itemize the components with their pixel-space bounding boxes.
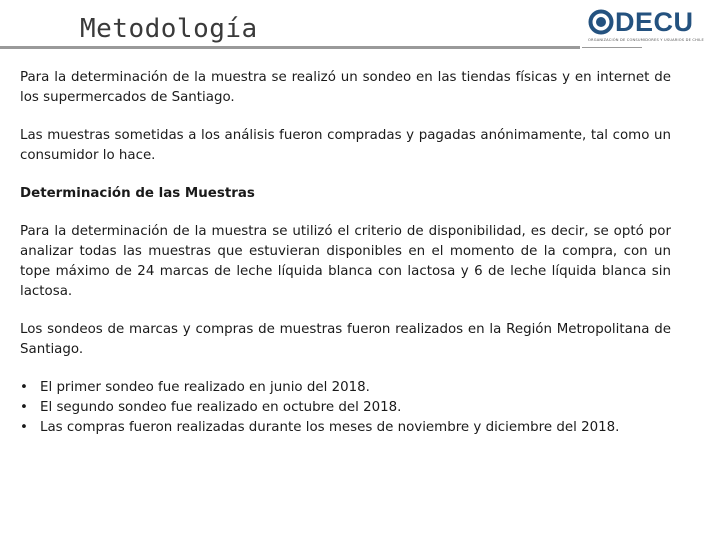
- intro-paragraph: Para la determinación de la muestra se realizó un sondeo en las tiendas físicas y en internet de los supermercados de Santiago.: [20, 70, 671, 105]
- section-heading: Determinación de las Muestras: [20, 186, 255, 201]
- criteria-paragraph: Para la determinación de la muestra se utilizó el criterio de disponibilidad, es decir, se optó por analizar todas las muestras que estuvieran disponibles en el momento de la compra, con un tope máximo de 24 marcas de leche líquida blanca con lactosa y 6 de leche líquida blanca sin lactosa.: [20, 224, 671, 299]
- title-underline: [0, 46, 580, 49]
- slide-body: [20, 68, 671, 438]
- odecu-logo: [588, 8, 704, 48]
- logo-tagline: ORGANIZACIÓN DE CONSUMIDORES Y USUARIOS DE CHILE: [588, 38, 704, 42]
- bullet-icon: •: [20, 380, 28, 395]
- page-title: Metodología: [80, 14, 258, 44]
- logo-wordmark: [588, 8, 694, 36]
- logo-text: DECU: [615, 7, 694, 37]
- region-paragraph: Los sondeos de marcas y compras de muestras fueron realizados en la Región Metropolitana de Santiago.: [20, 322, 671, 357]
- purchase-paragraph: Las muestras sometidas a los análisis fueron compradas y pagadas anónimamente, tal como un consumidor lo hace.: [20, 128, 671, 163]
- list-item: [20, 418, 671, 438]
- list-item-text: El primer sondeo fue realizado en junio del 2018.: [40, 380, 370, 395]
- list-item: [20, 398, 671, 418]
- logo-o-icon: [588, 9, 614, 35]
- bullet-icon: •: [20, 400, 28, 415]
- list-item: [20, 378, 671, 398]
- bullet-list: [20, 378, 671, 438]
- bullet-icon: •: [20, 420, 28, 435]
- list-item-text: El segundo sondeo fue realizado en octubre del 2018.: [40, 400, 402, 415]
- list-item-text: Las compras fueron realizadas durante los meses de noviembre y diciembre del 2018.: [40, 420, 620, 435]
- slide-header: [0, 0, 720, 52]
